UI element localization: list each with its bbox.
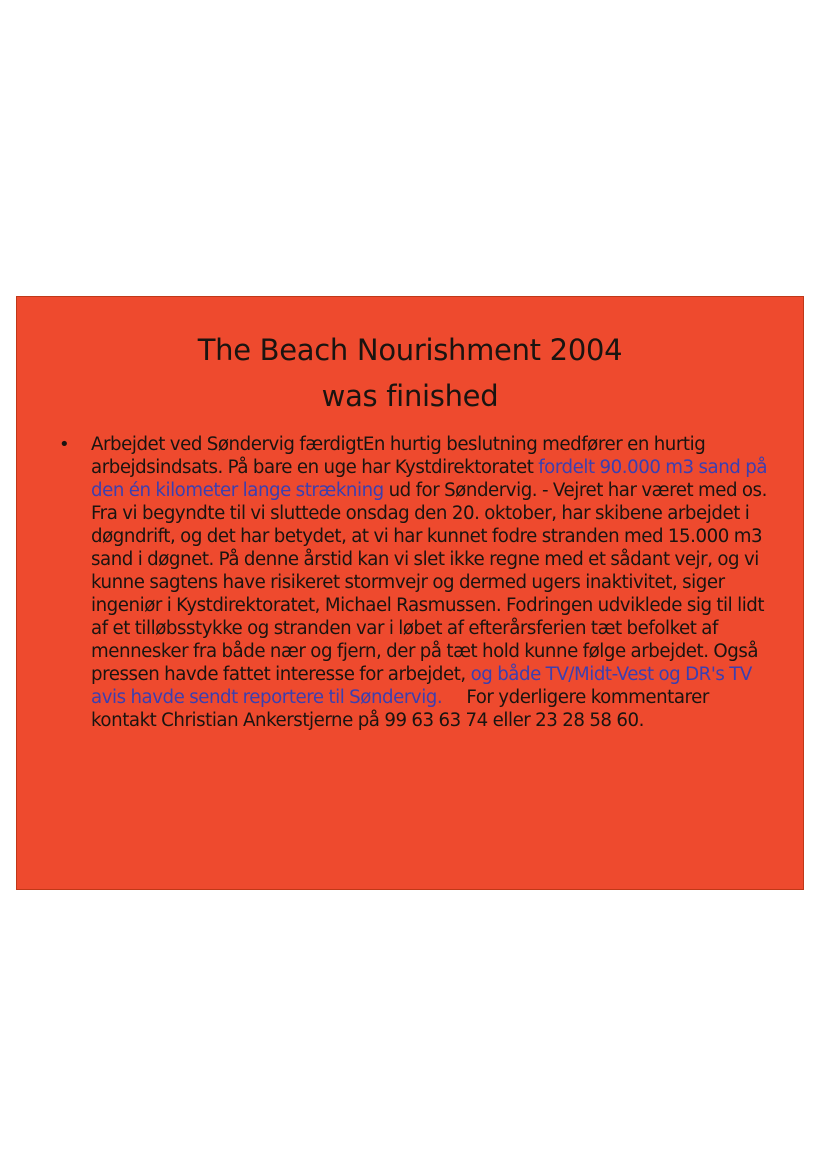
bullet-item xyxy=(59,433,779,732)
slide-title xyxy=(17,327,803,419)
body-text-part-1: Arbejdet ved Søndervig færdigtEn hurtig beslutning medfører en hurtig arbejdsindsats. På bare en uge har Kystdirektoratet xyxy=(91,434,706,478)
slide-title-line-1: The Beach Nourishment 2004 xyxy=(197,333,623,367)
body-text-part-5: For yderligere kommentarer kontakt Christian Ankerstjerne på 99 63 63 74 eller 23 28 58 60. xyxy=(91,687,714,731)
slide-panel xyxy=(16,296,804,890)
body-text-part-3: ud for Søndervig. - Vejret har været med os. Fra vi begyndte til vi sluttede onsdag den 20. oktober, har skibene arbejdet i døgndrift, og det har betydet, at vi har kunnet fodre stranden med 15.000 m3 sand i døgnet. På denne årstid kan vi slet ikke regne med et sådant vejr, og vi kunne sagtens have risikeret stormvejr og dermed ugers inaktivitet, siger ingeniør i Kystdirektoratet, Michael Rasmussen. Fodringen udviklede sig til lidt af et tilløbsstykke og stranden var i løbet af efterårsferien tæt befolket af mennesker fra både nær og fjern, der på tæt hold kunne følge arbejdet. Også pressen havde fattet interesse for arbejdet, xyxy=(91,480,767,685)
bullet-icon: • xyxy=(59,434,70,455)
body-highlight-sand-distribution: fordelt 90.000 m3 sand på den én kilometer lange strækning xyxy=(91,457,768,501)
slide-title-line-2: was finished xyxy=(321,379,499,413)
body-highlight-press-coverage: og både TV/Midt-Vest og DR's TV avis havde sendt reportere til Søndervig. xyxy=(91,664,752,708)
bullet-list xyxy=(59,433,779,732)
